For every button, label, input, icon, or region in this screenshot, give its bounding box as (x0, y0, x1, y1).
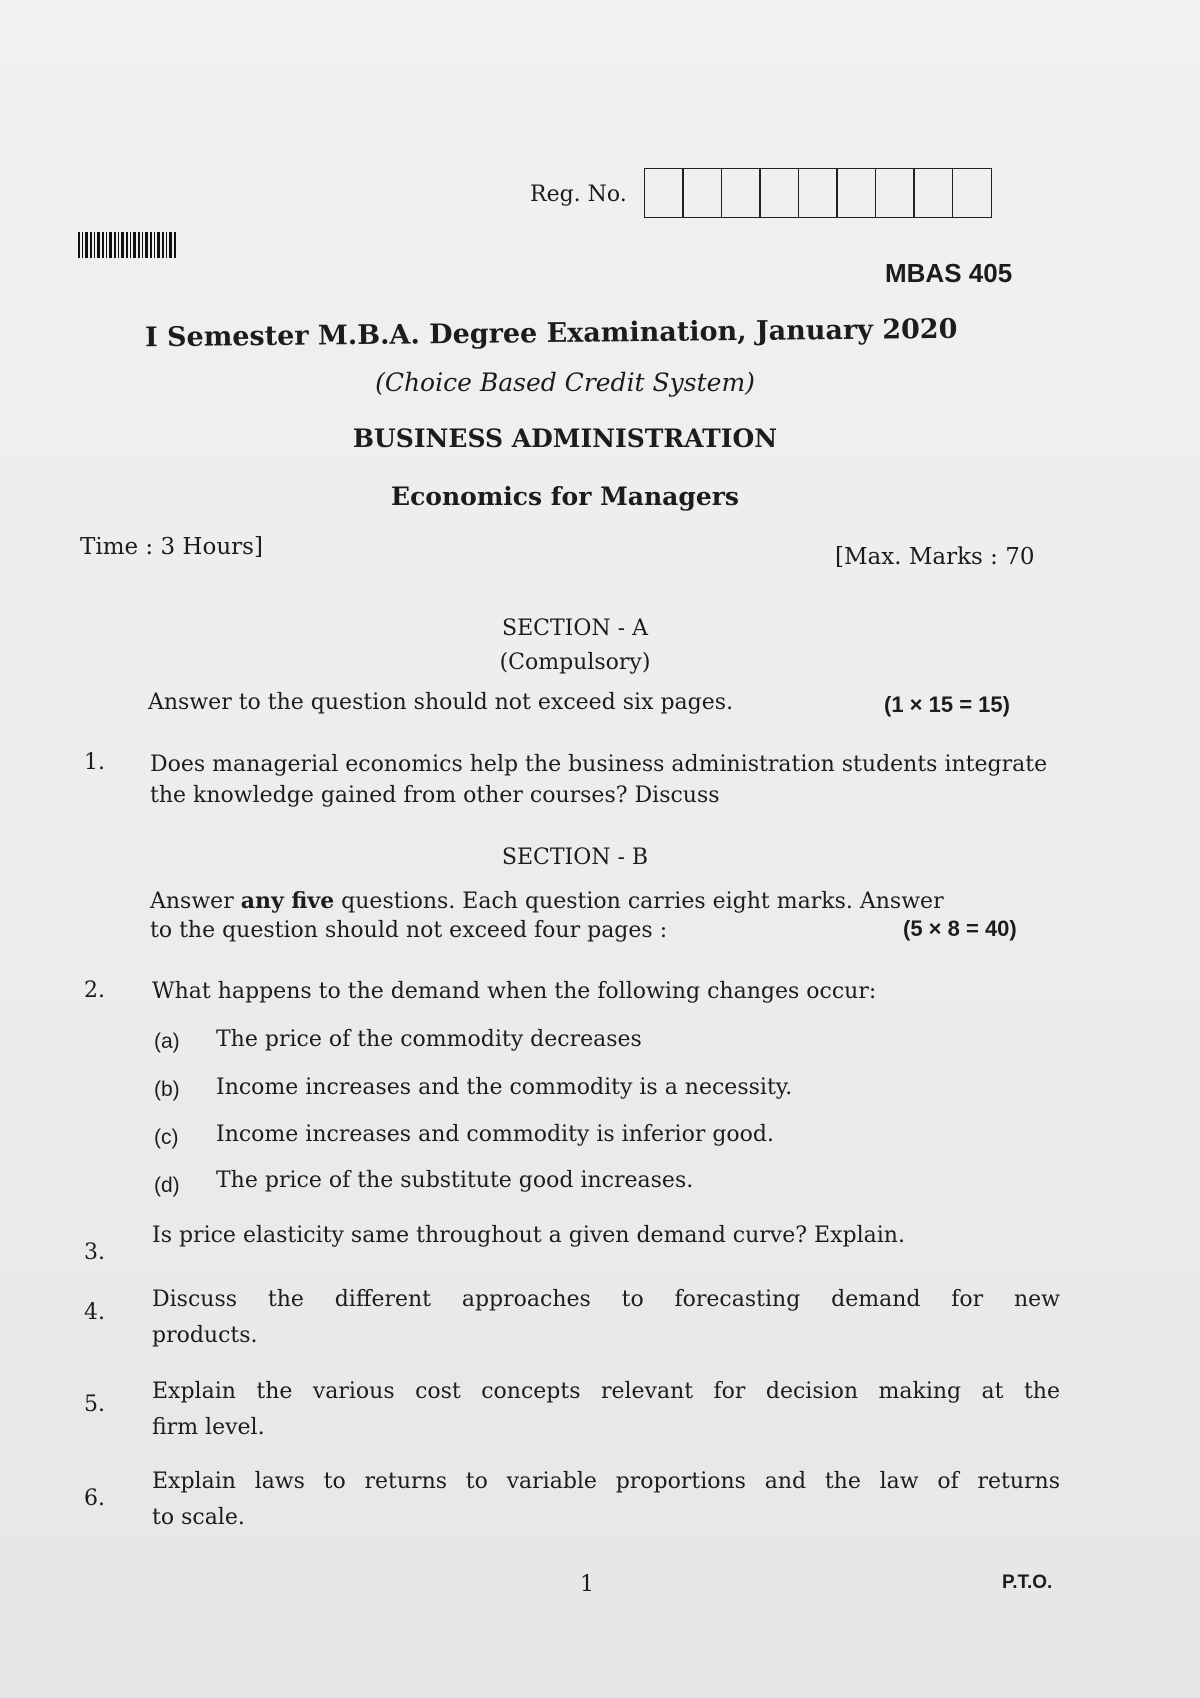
exam-time: Time : 3 Hours] (80, 534, 263, 560)
sub-question-text: Income increases and the commodity is a necessity. (216, 1075, 793, 1100)
section-b-instruction-line2: to the question should not exceed four pages : (150, 918, 668, 943)
question-number: 1. (84, 750, 105, 775)
question-text-line2: to scale. (152, 1505, 245, 1530)
sub-question-text: The price of the substitute good increases. (216, 1168, 694, 1193)
question-number: 4. (84, 1300, 105, 1325)
instruction-post: questions. Each question carries eight marks. Answer (334, 889, 944, 914)
section-b-instruction (150, 888, 944, 914)
reg-no-digit-box[interactable] (913, 168, 953, 218)
section-b-heading: SECTION - B (501, 845, 649, 870)
paper-name: Economics for Managers (391, 482, 739, 511)
subject-name: BUSINESS ADMINISTRATION (352, 424, 778, 453)
section-a-marks: (1 × 15 = 15) (884, 692, 1010, 717)
reg-no-digit-box[interactable] (798, 168, 838, 218)
course-code: MBAS 405 (885, 258, 1013, 288)
reg-no-boxes[interactable] (645, 168, 992, 218)
question-text: What happens to the demand when the following changes occur: (152, 979, 877, 1004)
section-a-instruction: Answer to the question should not exceed six pages. (148, 690, 734, 715)
section-b-marks: (5 × 8 = 40) (903, 916, 1017, 941)
sub-question-text: Income increases and commodity is inferior good. (216, 1122, 774, 1147)
section-a-subheading: (Compulsory) (499, 650, 651, 675)
sub-question-text: The price of the commodity decreases (216, 1027, 642, 1052)
question-text-line2: products. (152, 1323, 258, 1348)
reg-no-digit-box[interactable] (952, 168, 992, 218)
credit-system: (Choice Based Credit System) (375, 368, 755, 397)
instruction-pre: Answer (150, 889, 241, 914)
reg-no-digit-box[interactable] (836, 168, 876, 218)
sub-question-label: (c) (154, 1126, 179, 1149)
instruction-any-five: any five (240, 888, 335, 914)
question-text-line1: Explain the various cost concepts relevant for decision making at the (152, 1379, 1060, 1404)
reg-no-label: Reg. No. (530, 182, 627, 207)
reg-no-digit-box[interactable] (644, 168, 684, 218)
question-number: 3. (84, 1240, 105, 1265)
barcode-icon (78, 232, 176, 258)
question-text: Does managerial economics help the business administration students integrate the knowledge gained from other courses? Discuss (150, 752, 1048, 808)
section-a-heading: SECTION - A (502, 616, 648, 641)
sub-question-label: (b) (154, 1078, 180, 1101)
question-text: Is price elasticity same throughout a given demand curve? Explain. (152, 1223, 905, 1248)
question-text-line1: Explain laws to returns to variable proportions and the law of returns (152, 1469, 1060, 1494)
question-number: 2. (84, 978, 105, 1003)
question-number: 5. (84, 1392, 105, 1417)
reg-no-digit-box[interactable] (721, 168, 761, 218)
page-number: 1 (580, 1572, 594, 1597)
sub-question-label: (d) (154, 1174, 180, 1197)
reg-no-digit-box[interactable] (682, 168, 722, 218)
reg-no-digit-box[interactable] (875, 168, 915, 218)
max-marks: [Max. Marks : 70 (835, 544, 1035, 570)
reg-no-digit-box[interactable] (759, 168, 799, 218)
question-number: 6. (84, 1486, 105, 1511)
sub-question-label: (a) (154, 1030, 180, 1053)
question-text-line2: firm level. (152, 1415, 265, 1440)
pto-label: P.T.O. (1002, 1572, 1053, 1593)
exam-title: I Semester M.B.A. Degree Examination, January 2020 (144, 313, 958, 354)
question-text-line1: Discuss the different approaches to forecasting demand for new (152, 1287, 1060, 1312)
